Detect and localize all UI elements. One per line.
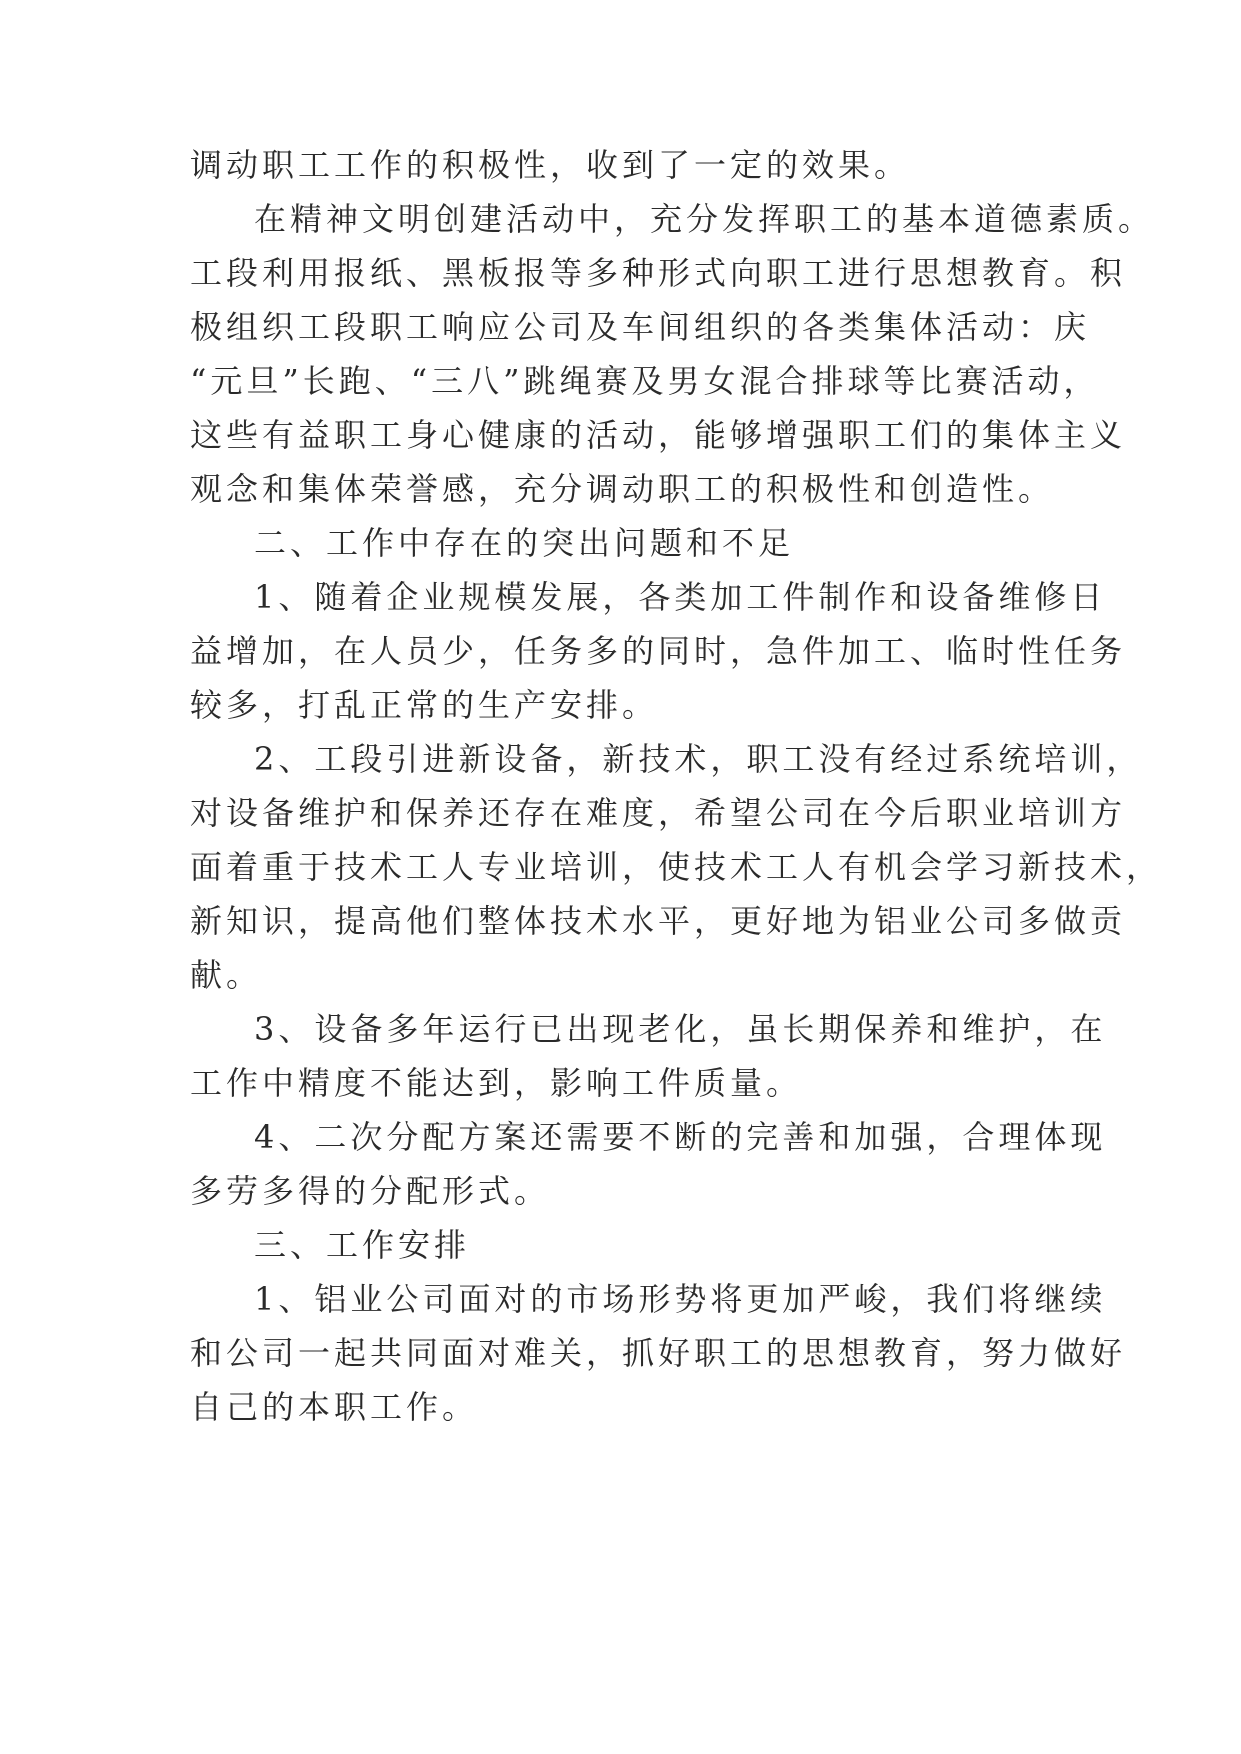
paragraph-line: 3、设备多年运行已出现老化，虽长期保养和维护，在: [254, 1010, 1107, 1048]
text-line: 自己的本职工作。: [190, 1388, 479, 1426]
text-line: 对设备维护和保养还存在难度，希望公司在今后职业培训方: [190, 794, 1127, 832]
text-line: 面着重于技术工人专业培训，使技术工人有机会学习新技术，: [190, 848, 1163, 886]
text-line: 献。: [190, 956, 263, 994]
text-line: 观念和集体荣誉感，充分调动职工的积极性和创造性。: [190, 470, 1055, 508]
paragraph-line: 在精神文明创建活动中，充分发挥职工的基本道德素质。: [254, 200, 1155, 238]
text-line: “元旦”长跑、“三八”跳绳赛及男女混合排球等比赛活动，: [190, 362, 1100, 400]
paragraph-line: 2、工段引进新设备，新技术，职工没有经过系统培训，: [254, 740, 1143, 778]
text-line: 较多，打乱正常的生产安排。: [190, 686, 659, 724]
text-line: 调动职工工作的积极性，收到了一定的效果。: [190, 146, 911, 184]
text-line: 益增加，在人员少，任务多的同时，急件加工、临时性任务: [190, 632, 1127, 670]
paragraph-line: 4、二次分配方案还需要不断的完善和加强，合理体现: [254, 1118, 1107, 1156]
text-line: 极组织工段职工响应公司及车间组织的各类集体活动：庆: [190, 308, 1091, 346]
text-line: 新知识，提高他们整体技术水平，更好地为铝业公司多做贡: [190, 902, 1127, 940]
text-line: 这些有益职工身心健康的活动，能够增强职工们的集体主义: [190, 416, 1127, 454]
text-line: 多劳多得的分配形式。: [190, 1172, 551, 1210]
section-heading: 二、工作中存在的突出问题和不足: [254, 524, 795, 562]
paragraph-line: 1、随着企业规模发展，各类加工件制作和设备维修日: [254, 578, 1107, 616]
text-line: 工作中精度不能达到，影响工件质量。: [190, 1064, 803, 1102]
section-heading: 三、工作安排: [254, 1226, 471, 1264]
paragraph-line: 1、铝业公司面对的市场形势将更加严峻，我们将继续: [254, 1280, 1107, 1318]
text-line: 和公司一起共同面对难关，抓好职工的思想教育，努力做好: [190, 1334, 1127, 1372]
text-line: 工段利用报纸、黑板报等多种形式向职工进行思想教育。积: [190, 254, 1127, 292]
